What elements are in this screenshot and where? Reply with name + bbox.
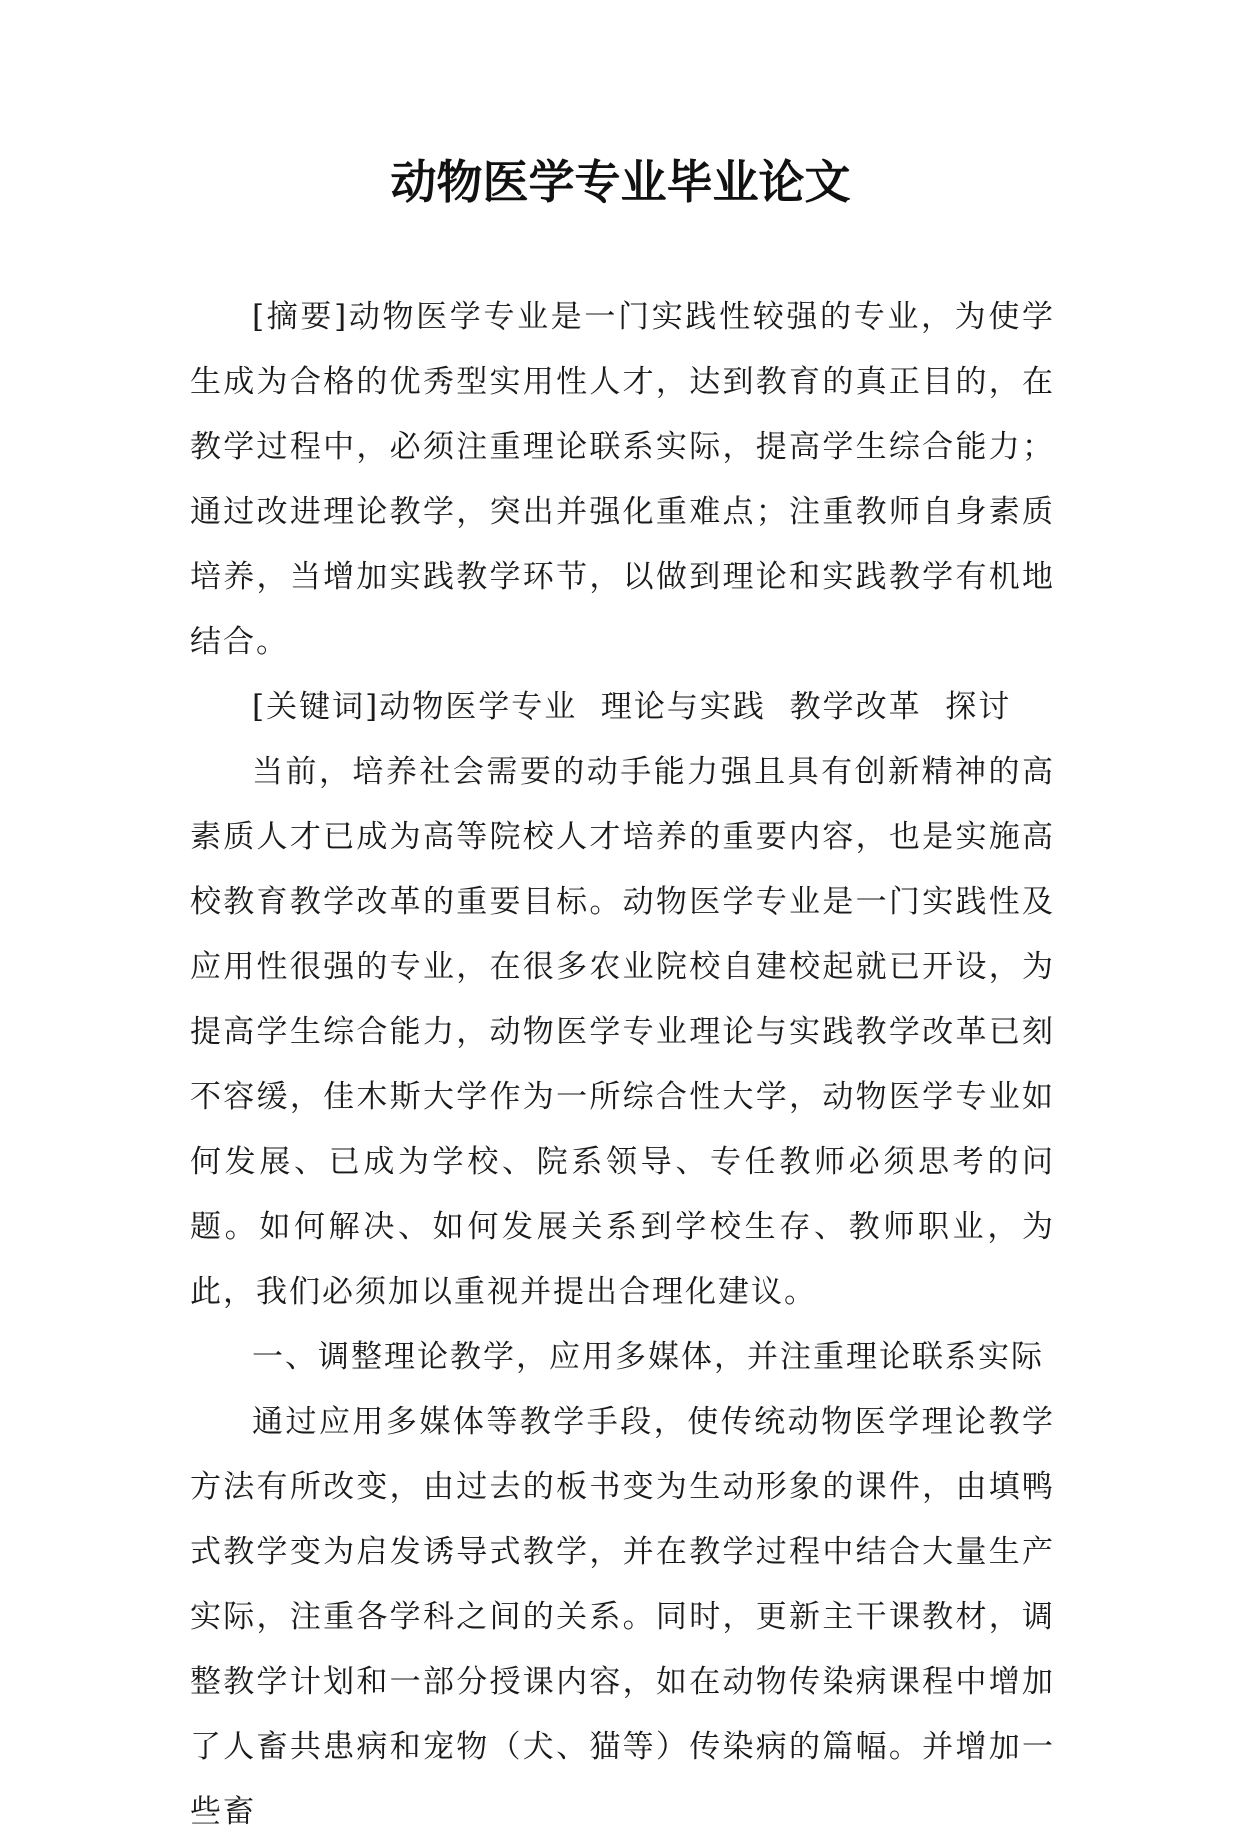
keywords-paragraph: [关键词]动物医学专业 理论与实践 教学改革 探讨 [252,689,1012,725]
abstract-paragraph: [摘要]动物医学专业是一门实践性较强的专业，为使学生成为合格的优秀型实用性人才，达到教育的真正目的，在教学过程中，必须注重理论联系实际，提高学生综合能力；通过改进理论教学，突出并强化重难点；注重教师自身素质培养，当增加实践教学环节，以做到理论和实践教学有机地结合。 [190,299,1055,660]
document-title: 动物医学专业毕业论文 [390,155,851,209]
section-1-paragraph: 通过应用多媒体等教学手段，使传统动物医学理论教学方法有所改变，由过去的板书变为生动形象的课件，由填鸭式教学变为启发诱导式教学，并在教学过程中结合大量生产实际，注重各学科之间的关系。同时，更新主干课教材，调整教学计划和一部分授课内容，如在动物传染病课程中增加了人畜共患病和宠物（犬、猫等）传染病的篇幅。并增加一些畜 [190,1404,1055,1830]
section-heading-1: 一、调整理论教学，应用多媒体，并注重理论联系实际 [252,1339,1044,1375]
intro-paragraph: 当前，培养社会需要的动手能力强且具有创新精神的高素质人才已成为高等院校人才培养的重要内容，也是实施高校教育教学改革的重要目标。动物医学专业是一门实践性及应用性很强的专业，在很多农业院校自建校起就已开设，为提高学生综合能力，动物医学专业理论与实践教学改革已刻不容缓，佳木斯大学作为一所综合性大学，动物医学专业如何发展、已成为学校、院系领导、专任教师必须思考的问题。如何解决、如何发展关系到学校生存、教师职业，为此，我们必须加以重视并提出合理化建议。 [190,754,1055,1310]
document-body [190,285,1055,1845]
